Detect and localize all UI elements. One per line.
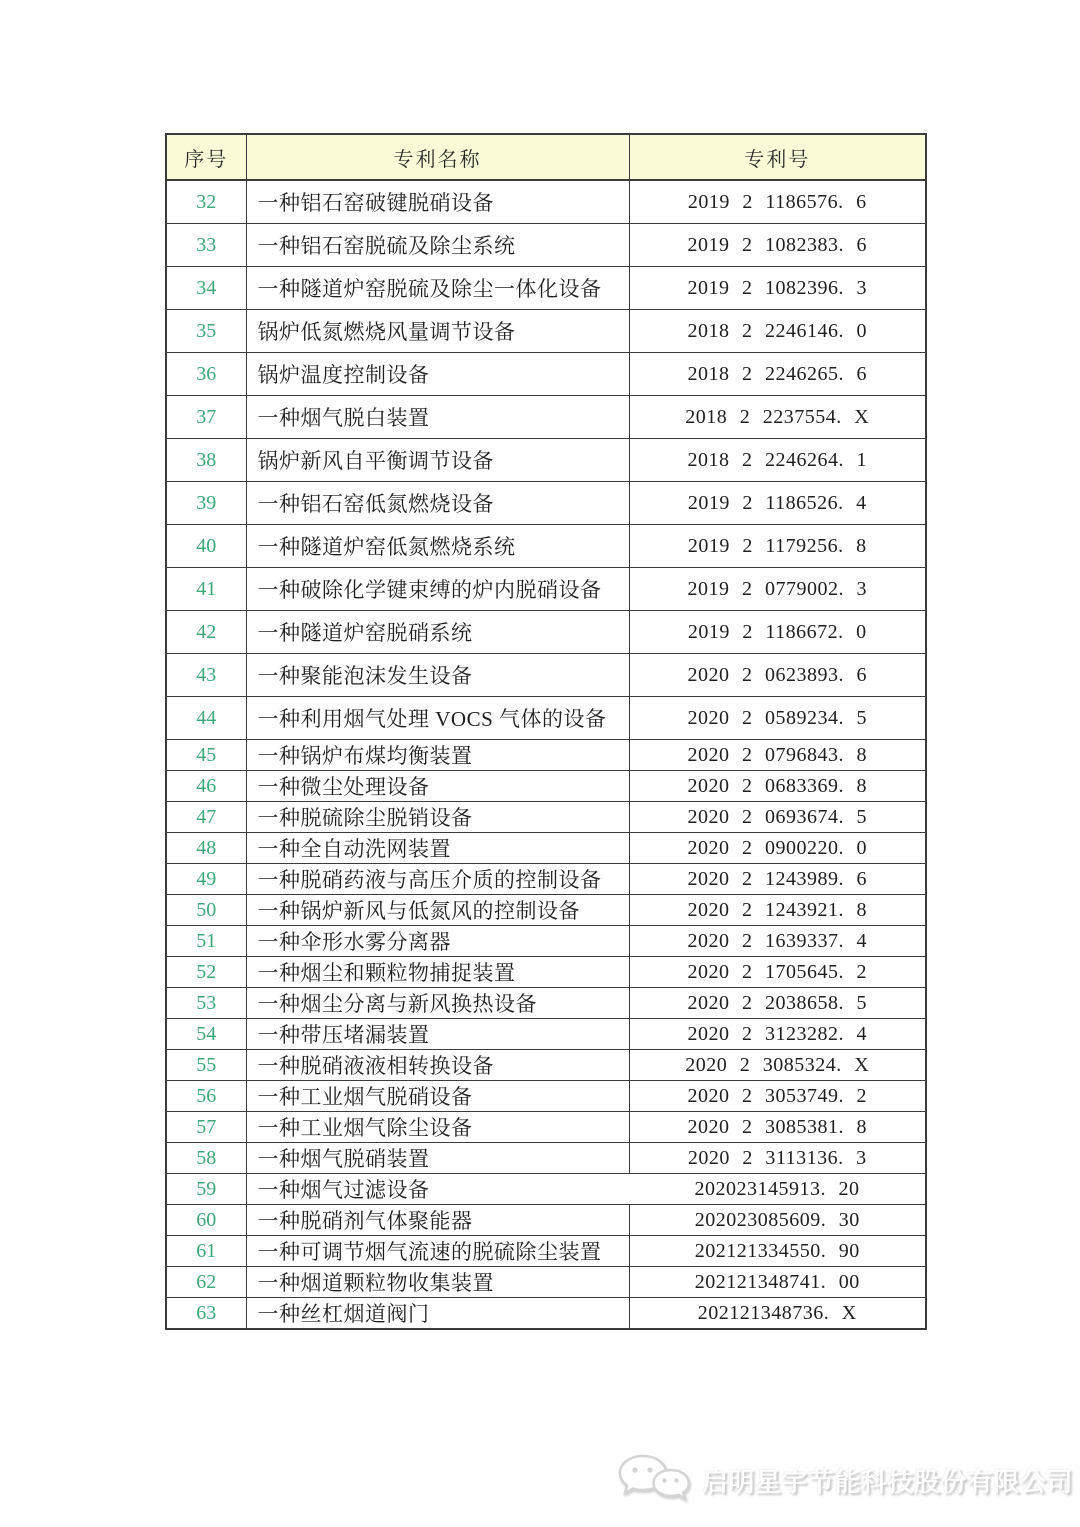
patent-name-cell: 一种锅炉新风与低氮风的控制设备	[246, 895, 629, 926]
serial-cell: 40	[166, 525, 246, 568]
serial-cell: 32	[166, 180, 246, 224]
patent-number-cell: 2020 2 3085324. X	[629, 1050, 926, 1081]
watermark-company-name: 启明星宇节能科技股份有限公司	[702, 1466, 1074, 1497]
serial-cell: 41	[166, 568, 246, 611]
table-row	[166, 740, 926, 771]
header-row	[166, 134, 926, 180]
serial-cell: 34	[166, 267, 246, 310]
patent-name-cell: 一种烟尘分离与新风换热设备	[246, 988, 629, 1019]
patent-name-cell: 一种铝石窑破键脱硝设备	[246, 180, 629, 224]
table-row	[166, 1205, 926, 1236]
table-row	[166, 1143, 926, 1174]
table-row	[166, 1298, 926, 1330]
table-row	[166, 802, 926, 833]
serial-cell: 54	[166, 1019, 246, 1050]
patent-number-cell: 2018 2 2237554. X	[629, 396, 926, 439]
serial-cell: 52	[166, 957, 246, 988]
serial-cell: 63	[166, 1298, 246, 1330]
patent-name-cell: 一种工业烟气除尘设备	[246, 1112, 629, 1143]
patent-number-cell: 2019 2 1082383. 6	[629, 224, 926, 267]
patent-name-cell: 一种烟尘和颗粒物捕捉装置	[246, 957, 629, 988]
patent-name-cell: 锅炉低氮燃烧风量调节设备	[246, 310, 629, 353]
serial-cell: 45	[166, 740, 246, 771]
serial-cell: 39	[166, 482, 246, 525]
table-row	[166, 310, 926, 353]
patent-number-cell: 2020 2 0796843. 8	[629, 740, 926, 771]
patent-number-cell: 2020 2 2038658. 5	[629, 988, 926, 1019]
patent-name-cell: 锅炉新风自平衡调节设备	[246, 439, 629, 482]
patent-table	[165, 133, 927, 1330]
table-row	[166, 895, 926, 926]
header-patent-number: 专利号	[629, 134, 926, 180]
patent-number-cell: 2019 2 1186672. 0	[629, 611, 926, 654]
patent-name-cell: 一种铝石窑低氮燃烧设备	[246, 482, 629, 525]
table-row	[166, 833, 926, 864]
table-row	[166, 1267, 926, 1298]
serial-cell: 38	[166, 439, 246, 482]
patent-number-cell: 2019 2 1186576. 6	[629, 180, 926, 224]
patent-name-cell: 一种脱硝药液与高压介质的控制设备	[246, 864, 629, 895]
table-row	[166, 353, 926, 396]
serial-cell: 61	[166, 1236, 246, 1267]
patent-name-cell: 一种铝石窑脱硫及除尘系统	[246, 224, 629, 267]
serial-cell: 37	[166, 396, 246, 439]
patent-number-cell: 2020 2 0589234. 5	[629, 697, 926, 740]
patent-number-cell: 2020 2 3085381. 8	[629, 1112, 926, 1143]
patent-name-cell: 一种烟气过滤设备	[246, 1174, 629, 1205]
patent-number-cell: 202023145913. 20	[629, 1174, 926, 1205]
table-row	[166, 1236, 926, 1267]
header-serial: 序号	[166, 134, 246, 180]
table-row	[166, 525, 926, 568]
patent-number-cell: 2020 2 0693674. 5	[629, 802, 926, 833]
company-watermark	[616, 1452, 1073, 1508]
table-row	[166, 439, 926, 482]
table-row	[166, 988, 926, 1019]
patent-name-cell: 一种锅炉布煤均衡装置	[246, 740, 629, 771]
table-row	[166, 180, 926, 224]
table-row	[166, 654, 926, 697]
table-row	[166, 224, 926, 267]
wechat-bubbles-icon	[616, 1453, 694, 1508]
patent-number-cell: 2020 2 0623893. 6	[629, 654, 926, 697]
table-row	[166, 864, 926, 895]
patent-number-cell: 202121348736. X	[629, 1298, 926, 1330]
header-patent-name: 专利名称	[246, 134, 629, 180]
patent-number-cell: 2019 2 1082396. 3	[629, 267, 926, 310]
patent-number-cell: 2020 2 1243989. 6	[629, 864, 926, 895]
patent-number-cell: 202121334550. 90	[629, 1236, 926, 1267]
patent-name-cell: 一种工业烟气脱硝设备	[246, 1081, 629, 1112]
patent-number-cell: 2020 2 3113136. 3	[629, 1143, 926, 1174]
table-row	[166, 1050, 926, 1081]
table-row	[166, 697, 926, 740]
patent-name-cell: 一种隧道炉窑脱硫及除尘一体化设备	[246, 267, 629, 310]
serial-cell: 47	[166, 802, 246, 833]
patent-name-cell: 一种破除化学键束缚的炉内脱硝设备	[246, 568, 629, 611]
patent-number-cell: 2018 2 2246146. 0	[629, 310, 926, 353]
patent-name-cell: 一种烟气脱白装置	[246, 396, 629, 439]
patent-name-cell: 一种利用烟气处理 VOCS 气体的设备	[246, 697, 629, 740]
patent-table-body	[166, 180, 926, 1329]
patent-number-cell: 202023085609. 30	[629, 1205, 926, 1236]
patent-name-cell: 锅炉温度控制设备	[246, 353, 629, 396]
serial-cell: 49	[166, 864, 246, 895]
patent-number-cell: 2019 2 1186526. 4	[629, 482, 926, 525]
table-row	[166, 926, 926, 957]
patent-number-cell: 2018 2 2246264. 1	[629, 439, 926, 482]
table-row	[166, 1174, 926, 1205]
patent-name-cell: 一种脱硝剂气体聚能器	[246, 1205, 629, 1236]
table-row	[166, 1112, 926, 1143]
table-row	[166, 611, 926, 654]
serial-cell: 42	[166, 611, 246, 654]
table-row	[166, 1019, 926, 1050]
table-row	[166, 482, 926, 525]
patent-number-cell: 2018 2 2246265. 6	[629, 353, 926, 396]
patent-name-cell: 一种脱硫除尘脱销设备	[246, 802, 629, 833]
patent-number-cell: 2020 2 1705645. 2	[629, 957, 926, 988]
serial-cell: 60	[166, 1205, 246, 1236]
patent-name-cell: 一种全自动洗网装置	[246, 833, 629, 864]
patent-name-cell: 一种丝杠烟道阀门	[246, 1298, 629, 1330]
patent-number-cell: 2020 2 3053749. 2	[629, 1081, 926, 1112]
patent-name-cell: 一种带压堵漏装置	[246, 1019, 629, 1050]
patent-name-cell: 一种伞形水雾分离器	[246, 926, 629, 957]
patent-name-cell: 一种烟道颗粒物收集装置	[246, 1267, 629, 1298]
serial-cell: 58	[166, 1143, 246, 1174]
serial-cell: 44	[166, 697, 246, 740]
patent-number-cell: 2020 2 3123282. 4	[629, 1019, 926, 1050]
patent-name-cell: 一种聚能泡沫发生设备	[246, 654, 629, 697]
patent-table-header	[166, 134, 926, 180]
serial-cell: 62	[166, 1267, 246, 1298]
serial-cell: 51	[166, 926, 246, 957]
serial-cell: 56	[166, 1081, 246, 1112]
table-row	[166, 267, 926, 310]
patent-number-cell: 2020 2 1243921. 8	[629, 895, 926, 926]
serial-cell: 57	[166, 1112, 246, 1143]
serial-cell: 53	[166, 988, 246, 1019]
patent-number-cell: 2019 2 1179256. 8	[629, 525, 926, 568]
serial-cell: 43	[166, 654, 246, 697]
table-row	[166, 771, 926, 802]
table-row	[166, 568, 926, 611]
serial-cell: 59	[166, 1174, 246, 1205]
patent-name-cell: 一种烟气脱硝装置	[246, 1143, 629, 1174]
patent-name-cell: 一种脱硝液液相转换设备	[246, 1050, 629, 1081]
serial-cell: 33	[166, 224, 246, 267]
patent-name-cell: 一种隧道炉窑低氮燃烧系统	[246, 525, 629, 568]
patent-number-cell: 202121348741. 00	[629, 1267, 926, 1298]
patent-name-cell: 一种隧道炉窑脱硝系统	[246, 611, 629, 654]
patent-number-cell: 2020 2 0900220. 0	[629, 833, 926, 864]
patent-number-cell: 2020 2 1639337. 4	[629, 926, 926, 957]
patent-name-cell: 一种可调节烟气流速的脱硫除尘装置	[246, 1236, 629, 1267]
patent-number-cell: 2019 2 0779002. 3	[629, 568, 926, 611]
serial-cell: 35	[166, 310, 246, 353]
table-row	[166, 1081, 926, 1112]
serial-cell: 48	[166, 833, 246, 864]
table-row	[166, 396, 926, 439]
table-row	[166, 957, 926, 988]
serial-cell: 46	[166, 771, 246, 802]
patent-name-cell: 一种微尘处理设备	[246, 771, 629, 802]
patent-number-cell: 2020 2 0683369. 8	[629, 771, 926, 802]
serial-cell: 36	[166, 353, 246, 396]
serial-cell: 55	[166, 1050, 246, 1081]
serial-cell: 50	[166, 895, 246, 926]
